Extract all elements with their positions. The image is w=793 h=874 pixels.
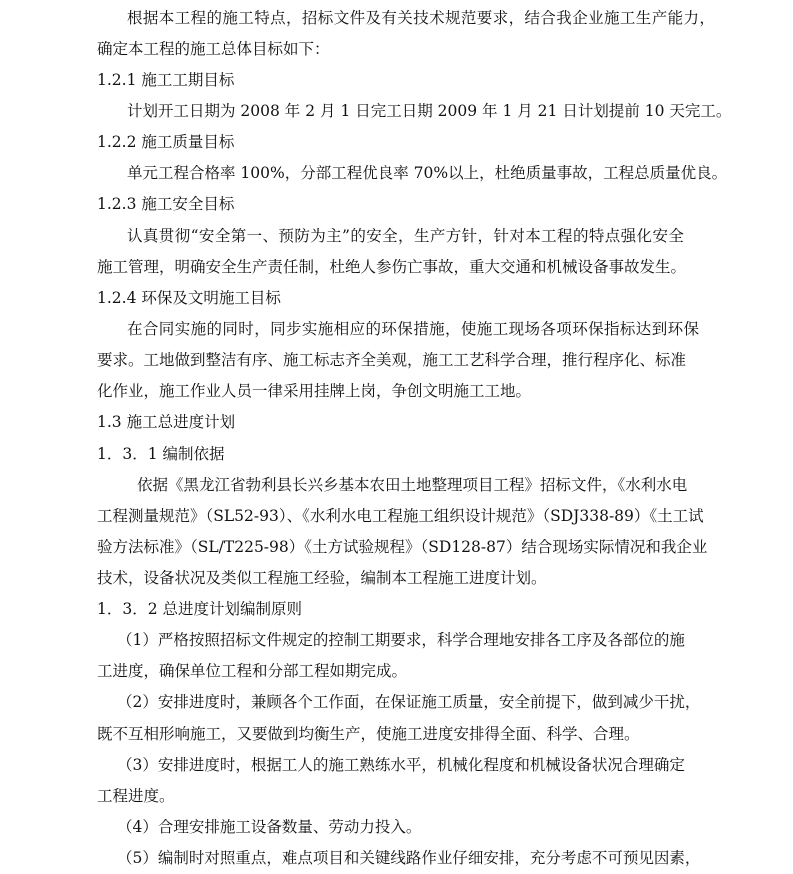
section-heading: 1.2.3 施工安全目标: [97, 195, 235, 213]
section-heading: 1．3．1 编制依据: [97, 445, 225, 463]
list-item-line: （3）安排进度时，根据工人的施工熟练水平，机械化程度和机械设备状况合理确定: [117, 756, 685, 774]
paragraph-line: 施工管理，明确安全生产责任制，杜绝人参伤亡事故，重大交通和机械设备事故发生。: [97, 258, 687, 276]
section-heading: 1.3 施工总进度计划: [97, 413, 236, 431]
paragraph-line: 确定本工程的施工总体目标如下：: [97, 40, 330, 58]
paragraph-line: 依据《黑龙江省勃利县长兴乡基本农田土地整理项目工程》招标文件，《水利水电: [137, 476, 688, 494]
section-heading: 1．3．2 总进度计划编制原则: [97, 600, 303, 618]
paragraph-line: 要求。工地做到整洁有序、施工标志齐全美观，施工工艺科学合理，推行程序化、标准: [97, 351, 687, 369]
list-item-line: 工进度，确保单位工程和分部工程如期完成。: [97, 662, 408, 680]
paragraph-line: 在合同实施的同时，同步实施相应的环保措施，使施工现场各项环保指标达到环保: [127, 320, 700, 338]
paragraph-line: 根据本工程的施工特点，招标文件及有关技术规范要求，结合我企业施工生产能力，: [127, 9, 716, 27]
paragraph-line: 计划开工日期为 2008 年 2 月 1 日完工日期 2009 年 1 月 21 日计划提前 10 天完工。: [127, 102, 732, 120]
list-item-line: （4）合理安排施工设备数量、劳动力投入。: [117, 818, 422, 836]
paragraph-line: 认真贯彻“安全第一、预防为主”的安全，生产方针，针对本工程的特点强化安全: [127, 227, 685, 245]
list-item-line: （2）安排进度时，兼顾各个工作面，在保证施工质量，安全前提下，做到减少干扰，: [117, 693, 701, 711]
list-item-line: （1）严格按照招标文件规定的控制工期要求，科学合理地安排各工序及各部位的施: [117, 631, 685, 649]
list-item-line: 既不互相形响施工，又要做到均衡生产，使施工进度安排得全面、科学、合理。: [97, 725, 640, 743]
paragraph-line: 单元工程合格率 100%，分部工程优良率 70%以上，杜绝质量事故，工程总质量优良。: [127, 164, 728, 182]
paragraph-line: 技术，设备状况及类似工程施工经验，编制本工程施工进度计划。: [97, 569, 547, 587]
paragraph-line: 验方法标准》（SL/T225-98）《土方试验规程》（SD128-87）结合现场实际情况和我企业: [97, 538, 708, 556]
paragraph-line: 化作业，施工作业人员一律采用挂牌上岗，争创文明施工工地。: [97, 382, 532, 400]
paragraph-line: 工程测量规范》（SL52-93）、《水利水电工程施工组织设计规范》（SDJ338-89）《土工试: [97, 507, 704, 525]
list-item-line: （5）编制时对照重点，难点项目和关键线路作业仔细安排，充分考虑不可预见因素，: [117, 849, 701, 867]
list-item-line: 工程进度。: [97, 787, 175, 805]
section-heading: 1.2.2 施工质量目标: [97, 133, 235, 151]
section-heading: 1.2.4 环保及文明施工目标: [97, 289, 281, 307]
section-heading: 1.2.1 施工工期目标: [97, 71, 235, 89]
